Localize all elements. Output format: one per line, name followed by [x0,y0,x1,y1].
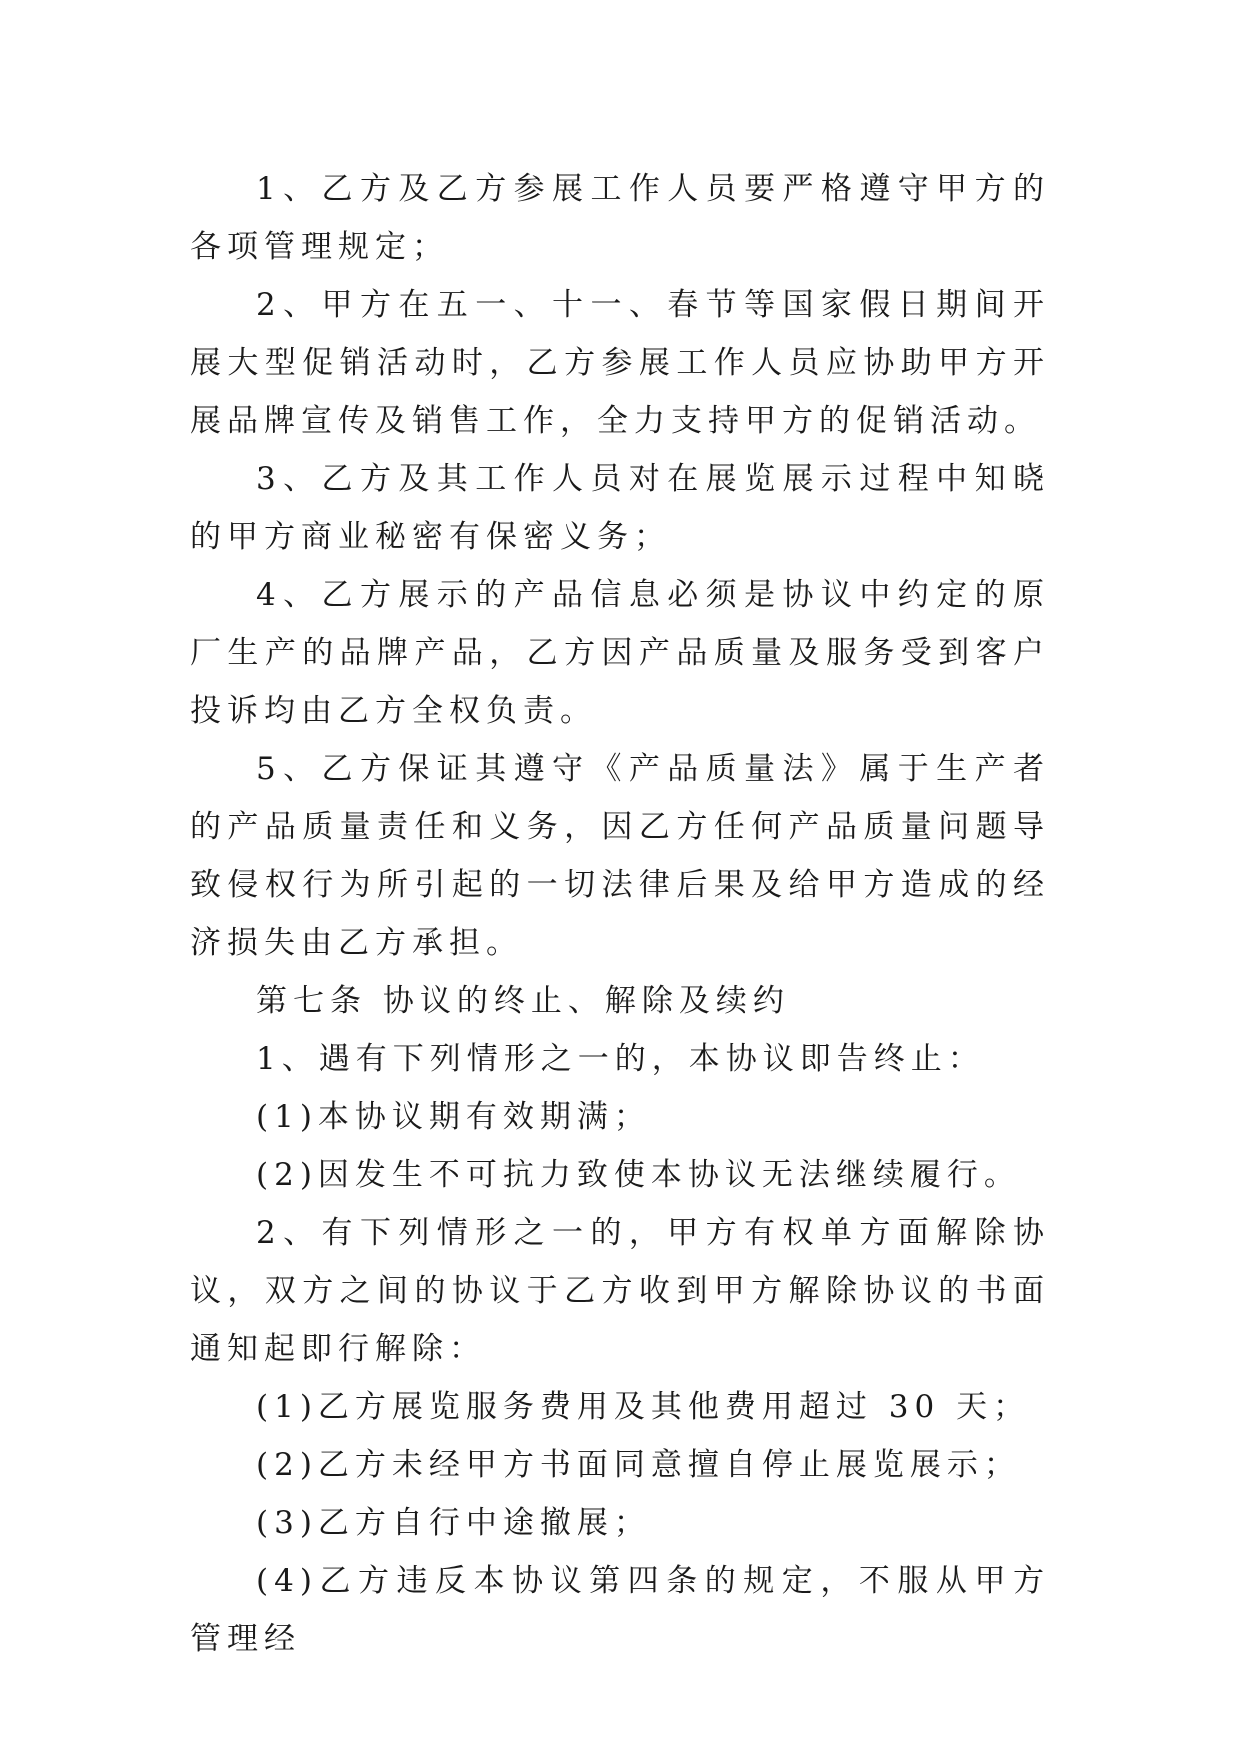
document-body [190,160,1050,1668]
clause-paragraph: 1、遇有下列情形之一的，本协议即告终止： [256,1041,985,1077]
clause-paragraph: 3、乙方及其工作人员对在展览展示过程中知晓的甲方商业秘密有保密义务； [190,461,1050,555]
clause-paragraph: 5、乙方保证其遵守《产品质量法》属于生产者的产品质量责任和义务，因乙方任何产品质量问题导致侵权行为所引起的一切法律后果及给甲方造成的经济损失由乙方承担。 [190,751,1050,961]
clause-paragraph: 1、乙方及乙方参展工作人员要严格遵守甲方的各项管理规定； [190,171,1050,265]
sub-clause: (2)乙方未经甲方书面同意擅自停止展览展示； [256,1447,1021,1483]
clause-paragraph: 4、乙方展示的产品信息必须是协议中约定的原厂生产的品牌产品，乙方因产品质量及服务受到客户投诉均由乙方全权负责。 [190,577,1050,729]
sub-clause: (1)乙方展览服务费用及其他费用超过 30 天； [256,1389,1031,1425]
sub-clause: (4)乙方违反本协议第四条的规定，不服从甲方管理经 [190,1563,1050,1657]
sub-clause: (1)本协议期有效期满； [256,1099,651,1135]
section-heading: 第七条 协议的终止、解除及续约 [256,983,790,1019]
clause-paragraph: 2、甲方在五一、十一、春节等国家假日期间开展大型促销活动时，乙方参展工作人员应协助甲方开展品牌宣传及销售工作，全力支持甲方的促销活动。 [190,287,1050,439]
sub-clause: (2)因发生不可抗力致使本协议无法继续履行。 [256,1157,1021,1193]
sub-clause: (3)乙方自行中途撤展； [256,1505,651,1541]
clause-paragraph: 2、有下列情形之一的，甲方有权单方面解除协议，双方之间的协议于乙方收到甲方解除协议的书面通知起即行解除： [190,1215,1050,1367]
